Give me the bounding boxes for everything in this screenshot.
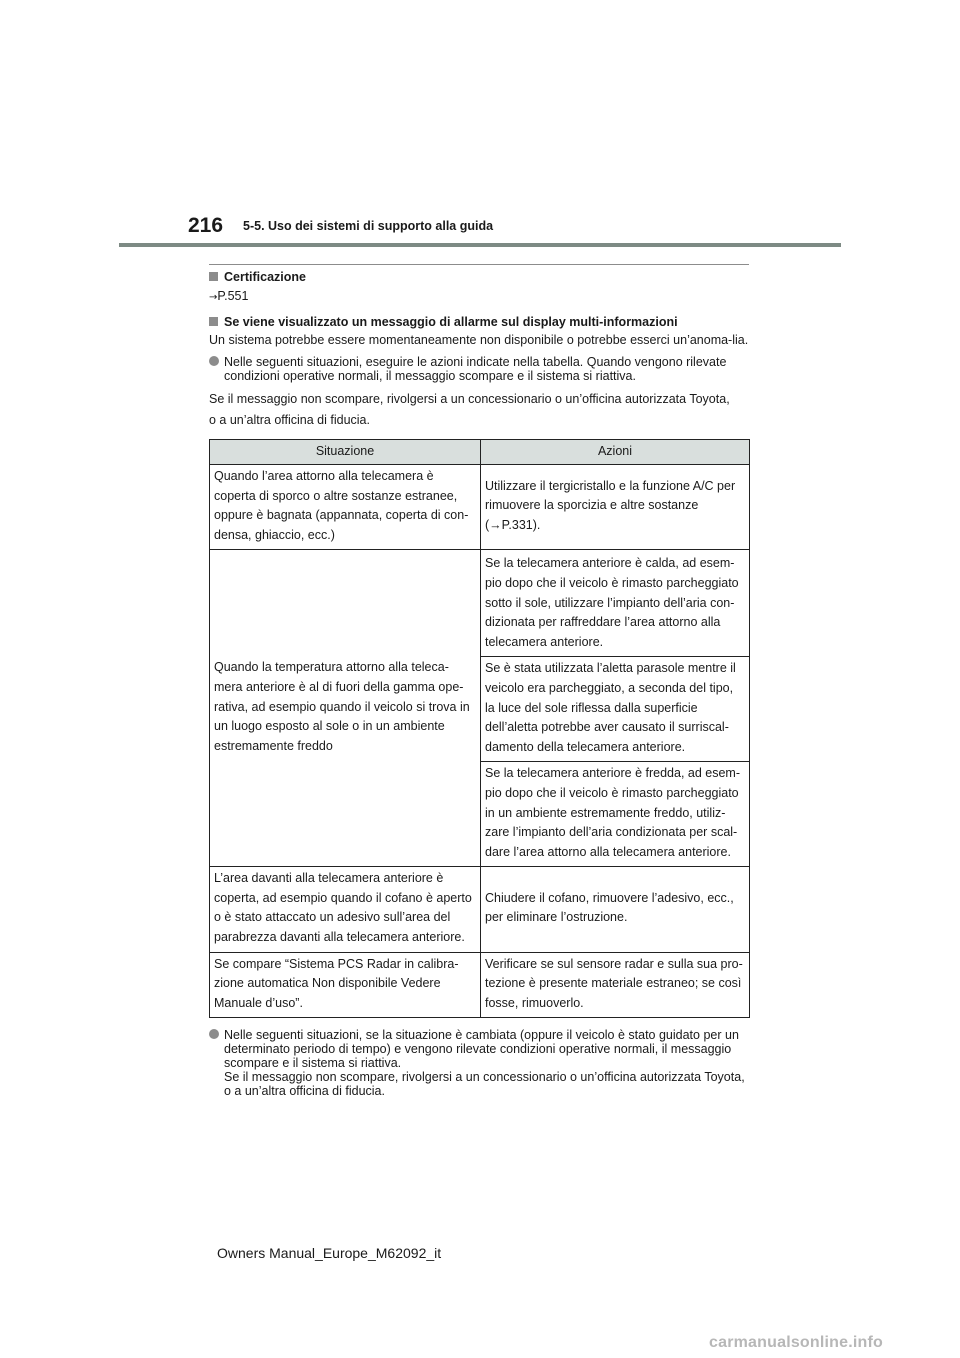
certification-heading: Certificazione	[209, 270, 750, 284]
table-header-situation: Situazione	[210, 440, 481, 465]
round-bullet-icon	[209, 1029, 219, 1039]
table-cell-situation: Quando la temperatura attorno alla teleca-mera anteriore è al di fuori della gamma ope-rativa, ad esempio quando il veicolo si trova in un luogo esposto al sole o in un ambiente estremamente freddo	[210, 550, 481, 867]
bullet-item: Nelle seguenti situazioni, eseguire le azioni indicate nella tabella. Quando vengono rilevate condizioni operative normali, il messaggio scompare e il sistema si riattiva.	[209, 355, 750, 383]
manual-id-footer: Owners Manual_Europe_M62092_it	[217, 1245, 442, 1261]
table-header-actions: Azioni	[481, 440, 750, 465]
table-row	[210, 550, 750, 657]
header-rule	[119, 243, 841, 247]
contact-line: Se il messaggio non scompare, rivolgersi a un concessionario o un’officina autorizzata Toyota,	[209, 392, 730, 406]
table-row	[210, 952, 750, 1018]
table-cell-action: Chiudere il cofano, rimuovere l’adesivo, ecc., per eliminare l’ostruzione.	[481, 867, 750, 952]
table-cell-situation: Se compare “Sistema PCS Radar in calibra-zione automatica Non disponibile Vedere Manuale d’uso”.	[210, 952, 481, 1018]
table-cell-action: Se è stata utilizzata l’aletta parasole mentre il veicolo era parcheggiato, a seconda del tipo, la luce del sole riflessa dalla superficie dell’aletta potrebbe aver causato il surriscal-damento della telecamera anteriore.	[481, 657, 750, 762]
action-reference[interactable]: (→P.331).	[485, 517, 541, 532]
certification-reference[interactable]: →P.551	[209, 289, 249, 303]
page-content	[209, 270, 750, 1098]
contact-line: o a un’altra officina di fiducia.	[209, 413, 370, 427]
bullet-item: Nelle seguenti situazioni, se la situazione è cambiata (oppure il veicolo è stato guidato per un determinato periodo di tempo) e vengono rilevate condizioni operative normali, il messaggio scompare e il sistema si riattiva. Se il messaggio non scompare, rivolgersi a un concessionario o un’officina autorizzata Toyota, o a un’altra officina di fiducia.	[209, 1028, 750, 1098]
section-title: 5-5. Uso dei sistemi di supporto alla guida	[243, 219, 494, 233]
alarm-intro: Un sistema potrebbe essere momentaneamente non disponibile o potrebbe esserci un’anoma-lia.	[209, 333, 749, 347]
alarm-heading: Se viene visualizzato un messaggio di allarme sul display multi-informazioni	[209, 315, 750, 329]
round-bullet-icon	[209, 356, 219, 366]
table-cell-action: Se la telecamera anteriore è calda, ad esem-pio dopo che il veicolo è rimasto parcheggiato sotto il sole, utilizzare l’impianto dell’aria con-dizionata per raffreddare l’area attorno alla telecamera anteriore.	[481, 550, 750, 657]
table-row	[210, 867, 750, 952]
table-header-row	[210, 440, 750, 465]
table-cell-situation: Quando l’area attorno alla telecamera è coperta di sporco o altre sostanze estranee, oppure è bagnata (appannata, coperta di con-densa, ghiaccio, ecc.)	[210, 465, 481, 550]
table-cell-situation: L’area davanti alla telecamera anteriore è coperta, ad esempio quando il cofano è aperto o è stato attaccato un adesivo sull’area del parabrezza davanti alla telecamera anteriore.	[210, 867, 481, 952]
table-cell-action: Utilizzare il tergicristallo e la funzione A/C per rimuovere la sporcizia e altre sostanze (→P.331).	[481, 465, 750, 550]
watermark: carmanualsonline.info	[709, 1334, 884, 1351]
page-number: 216	[188, 214, 224, 237]
table-cell-action: Se la telecamera anteriore è fredda, ad esem-pio dopo che il veicolo è rimasto parcheggiato in un ambiente estremamente freddo, utiliz-zare l’impianto dell’aria condizionata per scal-dare l’area attorno alla telecamera anteriore.	[481, 762, 750, 867]
table-row	[210, 465, 750, 550]
table-cell-action: Verificare se sul sensore radar e sulla sua pro-tezione è presente materiale estraneo; se così fosse, rimuoverlo.	[481, 952, 750, 1018]
square-bullet-icon	[209, 272, 218, 281]
content-rule	[209, 264, 749, 265]
square-bullet-icon	[209, 317, 218, 326]
arrow-right-icon: →	[209, 292, 218, 303]
situations-table	[209, 439, 750, 1018]
